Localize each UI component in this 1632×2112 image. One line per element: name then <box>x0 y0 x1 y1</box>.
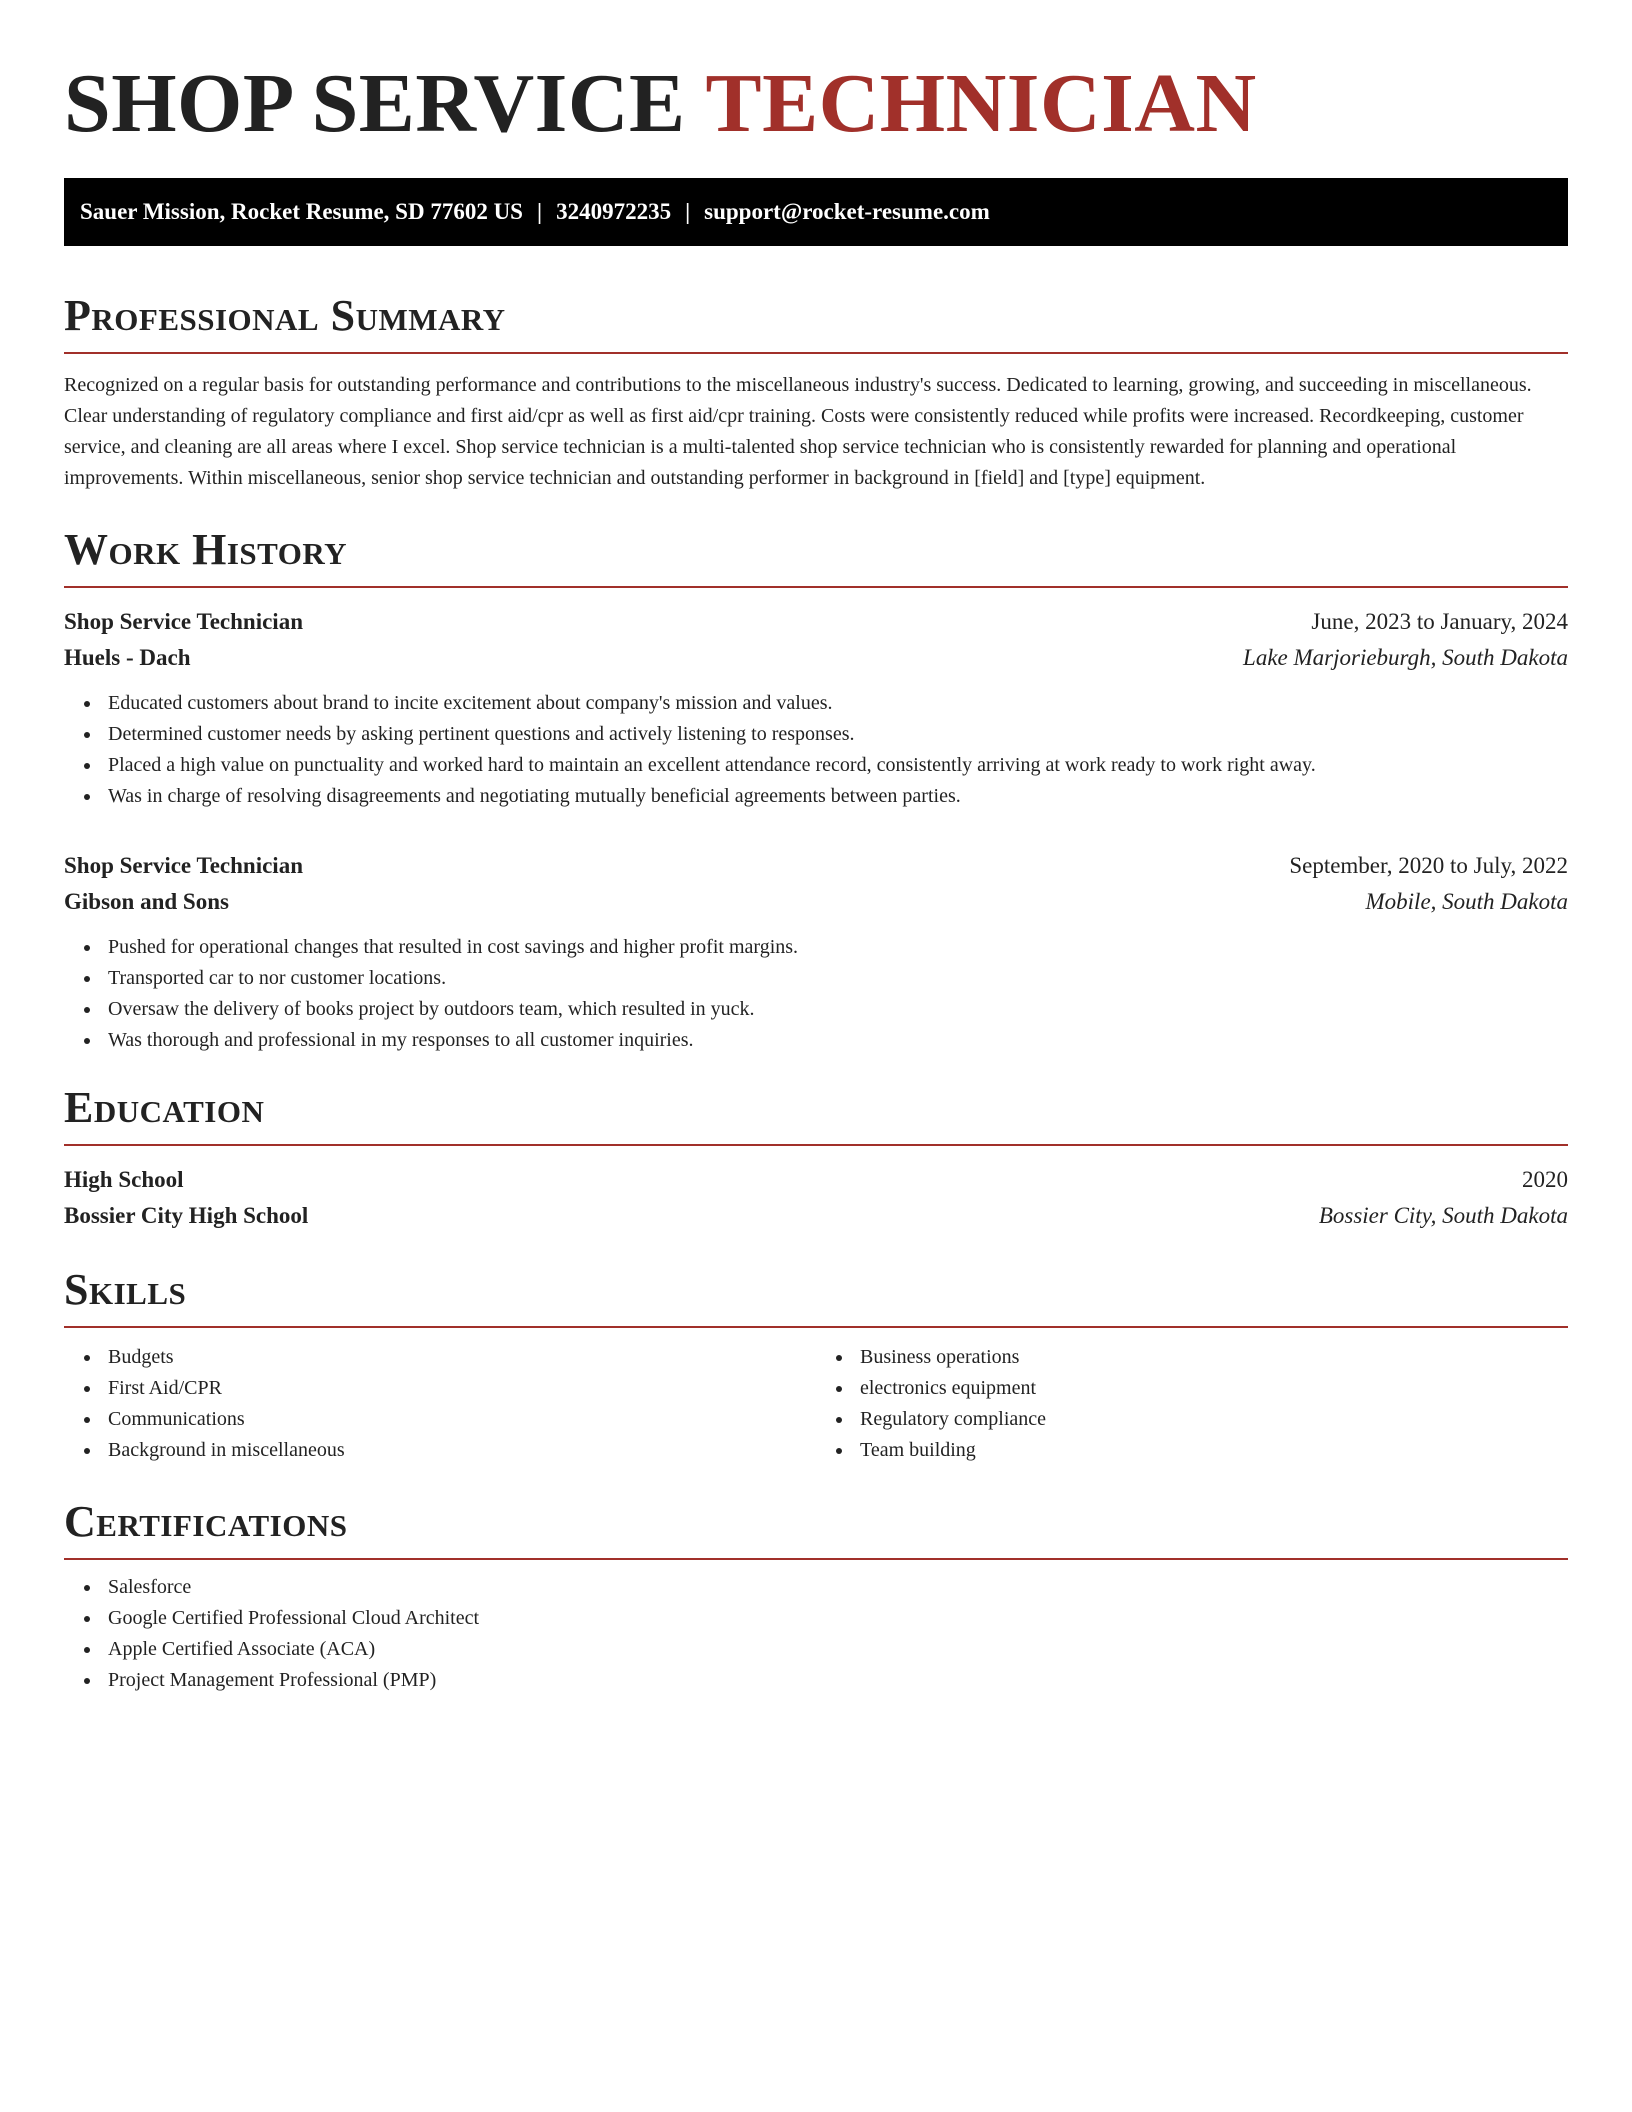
list-item: Background in miscellaneous <box>108 1435 816 1466</box>
job-role: Shop Service Technician <box>64 609 303 634</box>
skills-column-left <box>64 1342 816 1466</box>
job-bullets <box>64 932 1568 1056</box>
job-company-row <box>64 884 1568 920</box>
list-item: Google Certified Professional Cloud Architect <box>108 1603 1568 1634</box>
certifications-list <box>64 1572 1568 1696</box>
job-location: Lake Marjorieburgh, South Dakota <box>1243 645 1568 670</box>
list-item: Was in charge of resolving disagreements and negotiating mutually beneficial agreements between parties. <box>108 781 1568 812</box>
certifications-section <box>64 1496 1568 1696</box>
list-item: First Aid/CPR <box>108 1373 816 1404</box>
education-degree: High School <box>64 1167 184 1192</box>
section-title: Skills <box>64 1265 187 1314</box>
education-school-row <box>64 1198 1568 1234</box>
list-item: Transported car to nor customer locations. <box>108 963 1568 994</box>
list-item: Team building <box>860 1435 1568 1466</box>
resume-name <box>64 56 1568 152</box>
education-year: 2020 <box>1522 1167 1568 1192</box>
skills-grid <box>64 1342 1568 1466</box>
section-title: Work History <box>64 525 348 574</box>
contact-address: Sauer Mission, Rocket Resume, SD 77602 US <box>80 199 523 224</box>
contact-separator: | <box>685 199 691 224</box>
education-header-row <box>64 1162 1568 1198</box>
list-item: Business operations <box>860 1342 1568 1373</box>
section-divider <box>64 1558 1568 1560</box>
job-header-row <box>64 848 1568 884</box>
education-location: Bossier City, South Dakota <box>1318 1203 1568 1228</box>
job-dates: September, 2020 to July, 2022 <box>1289 853 1568 878</box>
job-bullets <box>64 688 1568 812</box>
education-section <box>64 1082 1568 1234</box>
list-item: Project Management Professional (PMP) <box>108 1665 1568 1696</box>
section-title: Education <box>64 1083 265 1132</box>
section-divider <box>64 1326 1568 1328</box>
education-school: Bossier City High School <box>64 1203 309 1228</box>
job-company: Huels - Dach <box>64 645 191 670</box>
summary-text: Recognized on a regular basis for outstanding performance and contributions to the miscellaneous industry's success. Dedicated to learning, growing, and succeeding in miscellaneous. Clear understanding of regulatory compliance and first aid/cpr as well as first aid/cpr training. Costs were consistently reduced while profits were increased. Recordkeeping, customer service, and cleaning are all areas where I excel. Shop service technician is a multi-talented shop service technician who is consistently rewarded for planning and operational improvements. Within miscellaneous, senior shop service technician and outstanding performer in background in [field] and [type] equipment. <box>64 374 1532 489</box>
contact-email: support@rocket-resume.com <box>704 199 990 224</box>
skills-section <box>64 1264 1568 1466</box>
name-last-part: TECHNICIAN <box>705 57 1257 150</box>
job-dates: June, 2023 to January, 2024 <box>1311 609 1568 634</box>
job-company: Gibson and Sons <box>64 889 229 914</box>
list-item: Placed a high value on punctuality and worked hard to maintain an excellent attendance record, consistently arriving at work ready to work right away. <box>108 750 1568 781</box>
section-divider <box>64 586 1568 588</box>
job-header-row <box>64 604 1568 640</box>
list-item: Communications <box>108 1404 816 1435</box>
list-item: Oversaw the delivery of books project by outdoors team, which resulted in yuck. <box>108 994 1568 1025</box>
summary-section <box>64 290 1568 494</box>
job-company-row <box>64 640 1568 676</box>
section-divider <box>64 1144 1568 1146</box>
job-entry <box>64 848 1568 1056</box>
list-item: Budgets <box>108 1342 816 1373</box>
contact-bar <box>64 178 1568 246</box>
list-item: Determined customer needs by asking pertinent questions and actively listening to responses. <box>108 719 1568 750</box>
list-item: Educated customers about brand to incite excitement about company's mission and values. <box>108 688 1568 719</box>
job-entry <box>64 604 1568 812</box>
list-item: Regulatory compliance <box>860 1404 1568 1435</box>
section-title: Certifications <box>64 1497 348 1546</box>
education-entry <box>64 1162 1568 1234</box>
work-history-section <box>64 524 1568 1056</box>
list-item: Apple Certified Associate (ACA) <box>108 1634 1568 1665</box>
job-location: Mobile, South Dakota <box>1365 889 1568 914</box>
section-title: Professional Summary <box>64 291 506 340</box>
name-first-part: SHOP SERVICE <box>64 57 686 150</box>
list-item: Salesforce <box>108 1572 1568 1603</box>
list-item: Pushed for operational changes that resulted in cost savings and higher profit margins. <box>108 932 1568 963</box>
list-item: Was thorough and professional in my responses to all customer inquiries. <box>108 1025 1568 1056</box>
job-role: Shop Service Technician <box>64 853 303 878</box>
skills-column-right <box>816 1342 1568 1466</box>
contact-phone: 3240972235 <box>556 199 672 224</box>
contact-separator: | <box>536 199 543 224</box>
list-item: electronics equipment <box>860 1373 1568 1404</box>
section-divider <box>64 352 1568 354</box>
